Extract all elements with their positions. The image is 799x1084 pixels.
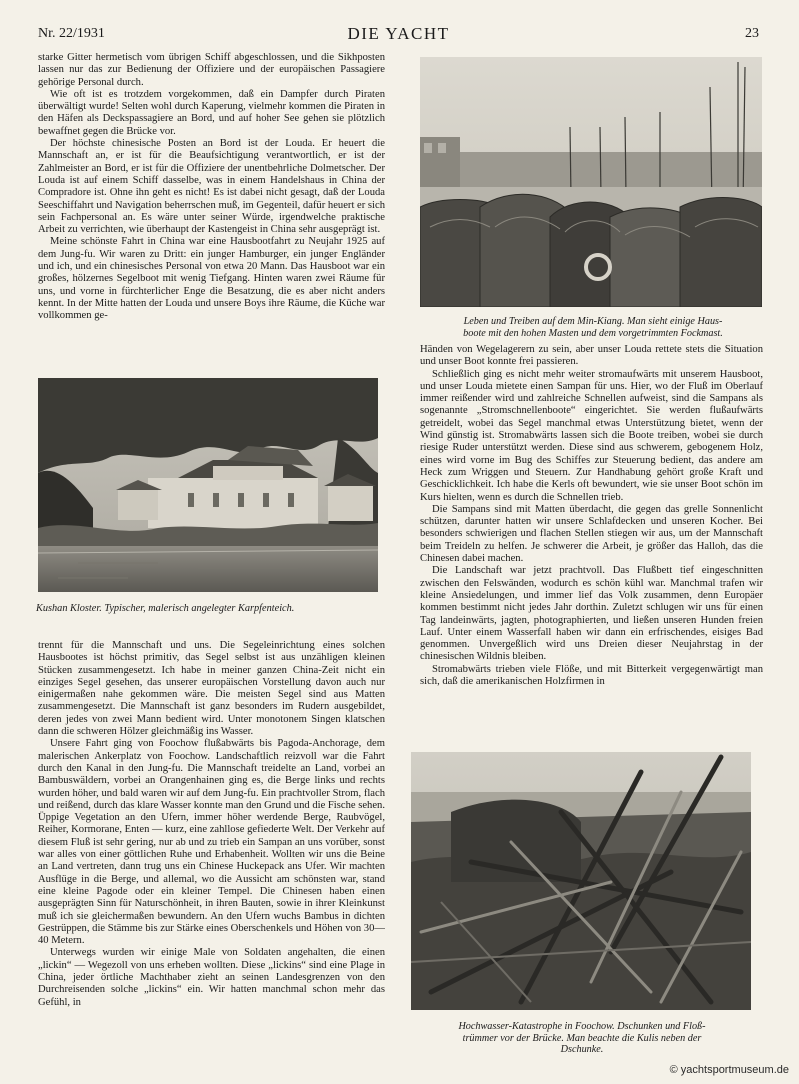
caption-line: Dschunke. — [560, 1044, 604, 1056]
paragraph: Unsere Fahrt ging von Foochow flußabwärts bis Pagoda-Anchorage, dem malerischen Ankerplatz von Foochow. Landschaftlich reizvoll war die Fahrt durch den Kanal in den Jung-fu. Die Mannschaft treidelte an Land, vorbei an Bambuswäldern, vorbei an Orangenhainen ging es, die Berge links und rechts wurden höher, und bald waren wir auf dem Jung-fu. Ein prachtvoller Strom, flach und reißend, durch das klare Wasser konnte man den Grund und die Fische sehen. Üppige Vegetation an den Ufern, immer höher werdende Berge, Raubvögel, Reiher, Kormorane, Enten — kurz, eine zahllose gefiederte Welt. Der Verkehr auf diesem Fluß ist sehr gering, nur ab und zu trieb ein Sampan an uns vorüber, sonst war alles von einer göttlichen Ruhe und Erhabenheit. Wollten wir uns die Beine an Land vertreten, dann trug uns ein Chinese Huckepack ans Ufer. Wir machten Ausflüge in die Berge, und allemal, wo die Aussicht am schönsten war, stand eine kleine Pagode oder ein kleiner Tempel. Die Chinesen haben einen ausgeprägten Sinn für Naturschönheit, in ihren Bauten, sowie in ihrer Kleinkunst muß ich sie gleichermaßen bewundern. An den Ufern wuchs Bambus in dichten Gestrüppen, die Stämme bis zur Stärke eines Oberschenkels und Höhen von 30—40 Metern. — [38, 738, 385, 947]
paragraph: trennt für die Mannschaft und uns. Die Segeleinrichtung eines solchen Hausbootes ist höchst primitiv, das Segel selbst ist aus unzähligen kleinen Stücken zusammengesetzt. Ich habe in meiner ganzen China-Zeit nicht ein einziges Segel gesehen, das unserer europäischen Vorstellung davon auch nur einigermaßen nahe gekommen wäre. Die meisten Segel sind aus Matten zusammengesetzt. Die Mannschaft ist ganz besonders im Rudern ausgebildet, deren jedes von zwei Mann bedient wird. Unter monotonem Singen klatschen dann die schweren Hölzer gleichmäßig ins Wasser. — [38, 640, 385, 738]
paragraph: Unterwegs wurden wir einige Male von Soldaten angehalten, die einen „lickin“ — Wegezoll von uns erheben wollten. Diese „lickins“ sind eine Plage in China, jeder örtliche Machthaber zieht an seinen Landesgrenzen von den Durchreisenden solche „lickins“ ein. Wir hatten manchmal schon mehr das Gefühl, in — [38, 947, 385, 1008]
paragraph: Die Sampans sind mit Matten überdacht, die gegen das grelle Sonnenlicht schützen, darunter hatten wir unsere Schlafdecken und unseren Kocher. Bei besonders schwierigen und flachen Stellen stiegen wir aus, um der Mannschaft beim Treideln zu helfen. Je schwerer die Arbeit, je größer das Halloh, das die Chinesen dabei machen. — [420, 503, 763, 565]
right-column-text — [420, 344, 763, 730]
caption-text: Kushan Kloster. Typischer, malerisch angelegter Karpfenteich. — [36, 603, 295, 614]
paragraph: Der höchste chinesische Posten an Bord ist der Louda. Er heuert die Mannschaft an, er ist für die Beaufsichtigung verantwortlich, er ist der Zahlmeister an Bord, er ist für die Offiziere der unentbehrliche Dolmetscher. Der Louda ist auf einem Schiff dasselbe, was in einem Handelshaus in China der Compradore ist. Ohne ihn geht es nicht! Es ist dabei nicht gesagt, daß der Louda Seeschiffahrt und Navigation beherrschen muß, im Gegenteil, dafür heuert er sich sein Fachpersonal an. Es wäre unter seiner Würde, irgendwelche praktische Arbeit zu verrichten, wie überhaupt der Kastengeist in China sehr ausgeprägt ist. — [38, 138, 385, 236]
caption-line: trümmer vor der Brücke. Man beachte die Kulis neben der — [462, 1032, 702, 1044]
page-header — [38, 26, 759, 44]
harbor-photo — [420, 57, 762, 307]
paragraph: Meine schönste Fahrt in China war eine Hausbootfahrt zu Neujahr 1925 auf dem Jung-fu. Wir waren zu Dritt: ein junger Hamburger, ein junger Engländer und ich, und ein chinesisches Personal von etwa 20 Mann. Das Hausboot war ein großes, hölzernes Segelboot mit wenig Tiefgang. Hinten waren zwei Räume für uns, und vorne in fürchterlicher Enge die Besatzung, die es aber nicht anders kennt. In der Mitte hatten der Louda und unsere Boys ihre Räume, die Küche war vollkommen ge- — [38, 236, 385, 322]
harbor-caption — [418, 316, 768, 339]
paragraph: Stromabwärts trieben viele Flöße, und mit Bitterkeit vergegenwärtigt man sich, daß die amerikanischen Holzfirmen in — [420, 663, 763, 688]
caption-line: Hochwasser-Katastrophe in Foochow. Dschunken und Floß- — [458, 1021, 706, 1032]
paragraph: Schließlich ging es nicht mehr weiter stromaufwärts mit unserem Hausboot, und unser Louda mietete einen Sampan für uns. Hier, wo der Fluß im Oberlauf immer reißender wird und zahlreiche Schnellen aufweist, sind die Sampans als sogenannte „Stromschnellenboote“ eingerichtet. Sie werden flußaufwärts getreidelt, wobei das Segel manchmal etwas Unterstützung bietet, wenn der Wind günstig ist. Stromabwärts lassen sich die Boote treiben, wobei sie durch riesige Ruder unterstützt werden. Diese sind aus schwerem, gebogenem Holz, eines wird vorne im Bug des Schiffes zur Steuerung bedient, das andere am Heck zum Wriggen und Steuern. Zur Handhabung gehört große Kraft und Geschicklichkeit. Ich habe die Kerls oft bewundert, wie sie unser Boot schön im Kurs hielten, wenn es durch die Schnellen trieb. — [420, 368, 763, 503]
page-number: 23 — [745, 26, 759, 41]
paragraph: starke Gitter hermetisch vom übrigen Schiff abgeschlossen, und die Sikhposten lassen nur das zur Bedienung der Offiziere und der europäischen Passagiere gehörige Personal durch. — [38, 52, 385, 88]
copyright-icon: © — [669, 1064, 678, 1076]
flood-caption — [408, 1021, 756, 1056]
paragraph: Händen von Wegelagerern zu sein, aber unser Louda rettete stets die Situation und unser Boot konnte frei passieren. — [420, 344, 763, 368]
paragraph: Wie oft ist es trotzdem vorgekommen, daß ein Dampfer durch Piraten überwältigt wurde! Selten wohl durch Kaperung, vielmehr kommen die Piraten in den Häfen als Deckspassagiere an Bord, und auf hoher See gehen sie plötzlich bewaffnet gegen die Brücke vor. — [38, 88, 385, 137]
caption-line: Leben und Treiben auf dem Min-Kiang. Man sieht einige Haus- — [463, 316, 723, 327]
flood-photo — [411, 752, 751, 1010]
left-column-top-text — [38, 52, 385, 358]
left-column-bottom-text — [38, 640, 385, 1060]
magazine-title: DIE YACHT — [347, 24, 450, 43]
monastery-caption — [36, 603, 386, 615]
caption-line: boote mit den hohen Masten und dem vorgetrimmten Fockmast. — [463, 327, 723, 339]
issue-number: Nr. 22/1931 — [38, 26, 105, 41]
watermark — [670, 1064, 789, 1076]
watermark-text: yachtsportmuseum.de — [680, 1064, 789, 1076]
monastery-photo — [38, 378, 378, 592]
paragraph: Die Landschaft war jetzt prachtvoll. Das Flußbett tief eingeschnitten zwischen den Felswänden, wodurch es schön kühl war. Manchmal trafen wir kleine Ansiedelungen, und immer lief das Volk zusammen, denn Europäer kommen bestimmt nicht jedes Jahr dorthin. Zuletzt schlugen wir uns für einen Tag landeinwärts, jagten, photographierten, und ließen unseren Hunden freien Lauf. Unter einem Wasserfall haben wir dann ein erfrischendes, eisiges Bad genommen. Unvergeßlich wird uns Dreien dieser Neujahrstag in der chinesischen Wildnis bleiben. — [420, 565, 763, 663]
